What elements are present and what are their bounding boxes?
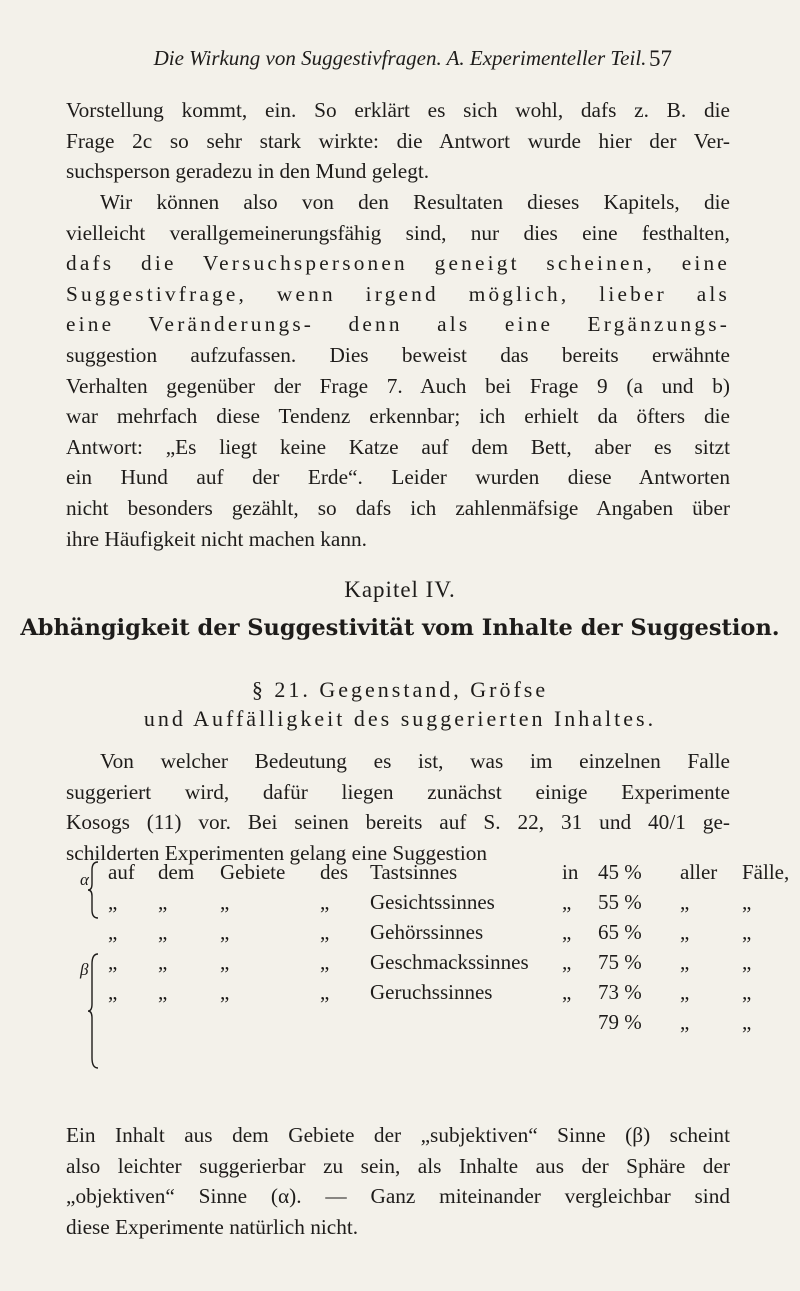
text-line: ein Hund auf der Erde“. Leider wurden diese Antworten — [66, 465, 730, 490]
table-cell-tail1: „ — [680, 889, 690, 914]
table-cell-c4: des — [320, 859, 348, 884]
table-cell-c1: „ — [108, 949, 118, 974]
group-beta-label: β — [80, 960, 89, 979]
table-cell-tail1: „ — [680, 919, 690, 944]
table-cell-pct: 75 % — [598, 949, 642, 974]
text-line: suggestion aufzufassen. Dies beweist das bereits erwähnte — [66, 342, 730, 367]
table-row — [84, 917, 798, 947]
table-cell-prep: „ — [562, 889, 572, 914]
results-table-body — [84, 857, 798, 1037]
table-cell-c1: „ — [108, 979, 118, 1004]
section-title-line-1: § 21. Gegenstand, Gröfse — [251, 677, 549, 702]
table-cell-c4: „ — [320, 889, 330, 914]
text-line: Wir können also von den Resultaten dieses Kapitels, die — [100, 190, 730, 214]
table-cell-c3: „ — [220, 919, 230, 944]
section-title-line-2: und Auffälligkeit des suggerierten Inhaltes. — [143, 706, 657, 731]
table-cell-c4: „ — [320, 919, 330, 944]
table-spacer — [84, 1007, 108, 1037]
table-cell-c1 — [108, 1007, 158, 1037]
table-cell-sense: Gesichtssinnes — [370, 889, 495, 914]
running-head: Die Wirkung von Suggestivfragen. A. Experimenteller Teil. — [153, 46, 647, 70]
table-spacer — [84, 917, 108, 947]
table-cell-prep: „ — [562, 949, 572, 974]
table-spacer — [84, 947, 108, 977]
table-cell-tail1: „ — [680, 1009, 690, 1034]
table-cell-prep — [562, 1007, 598, 1037]
text-line: Ein Inhalt aus dem Gebiete der „subjektiven“ Sinne (β) scheint — [66, 1123, 730, 1147]
table-cell-tail1: „ — [680, 949, 690, 974]
table-spacer — [84, 977, 108, 1007]
table-cell-sense: Geschmackssinnes — [370, 949, 529, 974]
table-cell-c4 — [320, 1007, 370, 1037]
table-cell-c2: „ — [158, 919, 168, 944]
table-cell-c2: „ — [158, 889, 168, 914]
page-number: 57 — [649, 46, 672, 71]
text-line: schilderten Experimenten gelang eine Suggestion — [66, 840, 488, 865]
paragraph-4 — [66, 1120, 730, 1242]
results-table — [84, 857, 798, 1037]
table-cell-pct: 79 % — [598, 1009, 642, 1034]
text-line: Vorstellung kommt, ein. So erklärt es sich wohl, dafs z. B. die — [66, 98, 730, 122]
table-row — [84, 887, 798, 917]
paragraph-3 — [66, 746, 730, 868]
table-cell-c2 — [158, 1007, 220, 1037]
table-cell-c2: dem — [158, 859, 195, 884]
text-line: Von welcher Bedeutung es ist, was im einzelnen Falle — [100, 749, 730, 773]
table-cell-prep: in — [562, 859, 579, 884]
table-cell-c4: „ — [320, 979, 330, 1004]
table-cell-pct: 73 % — [598, 979, 642, 1004]
table-cell-tail2: „ — [742, 889, 752, 914]
table-cell-c3 — [220, 1007, 320, 1037]
table-spacer — [84, 857, 108, 887]
table-cell-tail2: Fälle, — [742, 859, 790, 884]
table-row — [84, 857, 798, 887]
text-line-spaced: Suggestivfrage, wenn irgend möglich, lieber als — [66, 281, 730, 306]
table-cell-tail2: „ — [742, 919, 752, 944]
table-cell-c3: Gebiete — [220, 859, 286, 884]
table-row — [84, 1007, 798, 1037]
table-cell-c2: „ — [158, 949, 168, 974]
text-line: Antwort: „Es liegt keine Katze auf dem Bett, aber es sitzt — [66, 434, 730, 459]
table-cell-prep: „ — [562, 979, 572, 1004]
table-cell-prep: „ — [562, 919, 572, 944]
table-cell-tail1: „ — [680, 979, 690, 1004]
table-cell-sense: Tastsinnes — [370, 859, 458, 884]
table-cell-c1: auf — [108, 859, 135, 884]
table-cell-tail2: „ — [742, 949, 752, 974]
table-cell-c1: „ — [108, 919, 118, 944]
chapter-label: Kapitel IV. — [344, 577, 456, 602]
text-line-spaced: dafs die Versuchspersonen geneigt scheinen, eine — [66, 251, 730, 276]
table-cell-sense — [370, 1007, 562, 1037]
text-line: diese Experimente natürlich nicht. — [66, 1214, 359, 1239]
table-cell-c3: „ — [220, 949, 230, 974]
table-cell-tail1: aller — [680, 859, 718, 884]
table-cell-pct: 45 % — [598, 859, 642, 884]
table-cell-pct: 55 % — [598, 889, 642, 914]
text-line: suchsperson geradezu in den Mund gelegt. — [66, 159, 430, 184]
text-line: suggeriert wird, dafür liegen zunächst einige Experimente — [66, 779, 730, 804]
table-cell-c3: „ — [220, 889, 230, 914]
paragraph-1 — [66, 95, 730, 187]
table-cell-sense: Gehörssinnes — [370, 919, 484, 944]
text-line: war mehrfach diese Tendenz erkennbar; ich erhielt da öfters die — [66, 404, 730, 429]
table-cell-tail2: „ — [742, 979, 752, 1004]
text-line: ihre Häufigkeit nicht machen kann. — [66, 526, 368, 551]
chapter-title: Abhängigkeit der Suggestivität vom Inhalte der Suggestion. — [20, 615, 780, 641]
table-cell-c2: „ — [158, 979, 168, 1004]
table-row — [84, 947, 798, 977]
text-line: Kosogs (11) vor. Bei seinen bereits auf S. 22, 31 und 40/1 ge- — [66, 810, 730, 835]
table-cell-tail2: „ — [742, 1009, 752, 1034]
table-cell-c1: „ — [108, 889, 118, 914]
table-cell-c3: „ — [220, 979, 230, 1004]
table-cell-c4: „ — [320, 949, 330, 974]
paragraph-2 — [66, 187, 730, 554]
text-line: Frage 2c so sehr stark wirkte: die Antwort wurde hier der Ver- — [66, 128, 730, 153]
table-cell-pct: 65 % — [598, 919, 642, 944]
group-alpha-label: α — [80, 870, 89, 889]
text-line: also leichter suggerierbar zu sein, als Inhalte aus der Sphäre der — [66, 1153, 730, 1178]
text-line-spaced: eine Veränderungs- denn als eine Ergänzungs- — [66, 312, 730, 337]
text-line: „objektiven“ Sinne (α). — Ganz miteinander vergleichbar sind — [66, 1184, 730, 1209]
text-line: vielleicht verallgemeinerungsfähig sind, nur dies eine festhalten, — [66, 220, 730, 245]
table-cell-sense: Geruchssinnes — [370, 979, 493, 1004]
text-line: nicht besonders gezählt, so dafs ich zahlenmäfsige Angaben über — [66, 495, 730, 520]
table-spacer — [84, 887, 108, 917]
text-line: Verhalten gegenüber der Frage 7. Auch bei Frage 9 (a und b) — [66, 373, 730, 398]
table-row — [84, 977, 798, 1007]
